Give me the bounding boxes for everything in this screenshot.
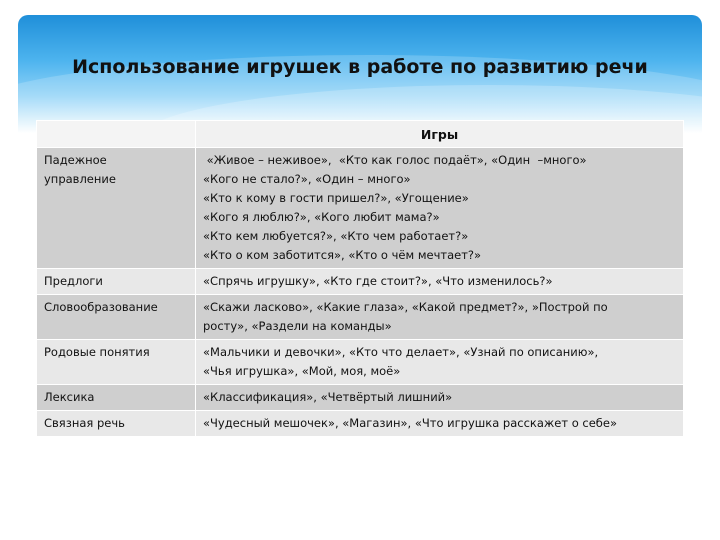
- games-text: «Чудесный мешочек», «Магазин», «Что игрушка расскажет о себе»: [203, 416, 617, 430]
- table-row: [37, 385, 684, 411]
- category-cell: [37, 385, 196, 411]
- category-text: управление: [44, 172, 116, 186]
- games-cell: [196, 385, 684, 411]
- category-cell: [37, 295, 196, 340]
- category-text: Связная речь: [44, 416, 125, 430]
- games-table: [36, 120, 684, 437]
- games-cell: [196, 340, 684, 385]
- games-text: «Скажи ласково», «Какие глаза», «Какой предмет?», »Построй по: [203, 300, 608, 314]
- games-text: «Кого не стало?», «Один – много»: [203, 172, 411, 186]
- table-header-row: [37, 121, 684, 148]
- table-row: [37, 269, 684, 295]
- table-row: [37, 148, 684, 269]
- category-cell: [37, 411, 196, 437]
- category-cell: [37, 269, 196, 295]
- category-text: Словообразование: [44, 300, 158, 314]
- games-text: «Кто к кому в гости пришел?», «Угощение»: [203, 191, 469, 205]
- games-cell: [196, 411, 684, 437]
- games-cell: [196, 295, 684, 340]
- category-cell: [37, 148, 196, 269]
- category-text: Предлоги: [44, 274, 103, 288]
- table-row: [37, 411, 684, 437]
- games-text: «Кто о ком заботится», «Кто о чём мечтает?»: [203, 248, 482, 262]
- header-games-cell: Игры: [196, 121, 684, 148]
- games-text: «Кто кем любуется?», «Кто чем работает?»: [203, 229, 469, 243]
- games-cell: [196, 269, 684, 295]
- games-text: «Живое – неживое», «Кто как голос подаёт», «Один –много»: [203, 153, 587, 167]
- games-text: «Спрячь игрушку», «Кто где стоит?», «Что изменилось?»: [203, 274, 553, 288]
- games-text: «Классификация», «Четвёртый лишний»: [203, 390, 453, 404]
- games-text: «Мальчики и девочки», «Кто что делает», «Узнай по описанию»,: [203, 345, 599, 359]
- table-row: [37, 295, 684, 340]
- slide-title: Использование игрушек в работе по развитию речи: [72, 56, 648, 78]
- category-cell: [37, 340, 196, 385]
- table-row: [37, 340, 684, 385]
- category-text: Лексика: [44, 390, 95, 404]
- games-text: «Кого я люблю?», «Кого любит мама?»: [203, 210, 440, 224]
- games-text: «Чья игрушка», «Мой, моя, моё»: [203, 364, 401, 378]
- games-cell: [196, 148, 684, 269]
- category-text: Падежное: [44, 153, 107, 167]
- games-text: росту», «Раздели на команды»: [203, 319, 392, 333]
- header-empty-cell: [37, 121, 196, 148]
- category-text: Родовые понятия: [44, 345, 150, 359]
